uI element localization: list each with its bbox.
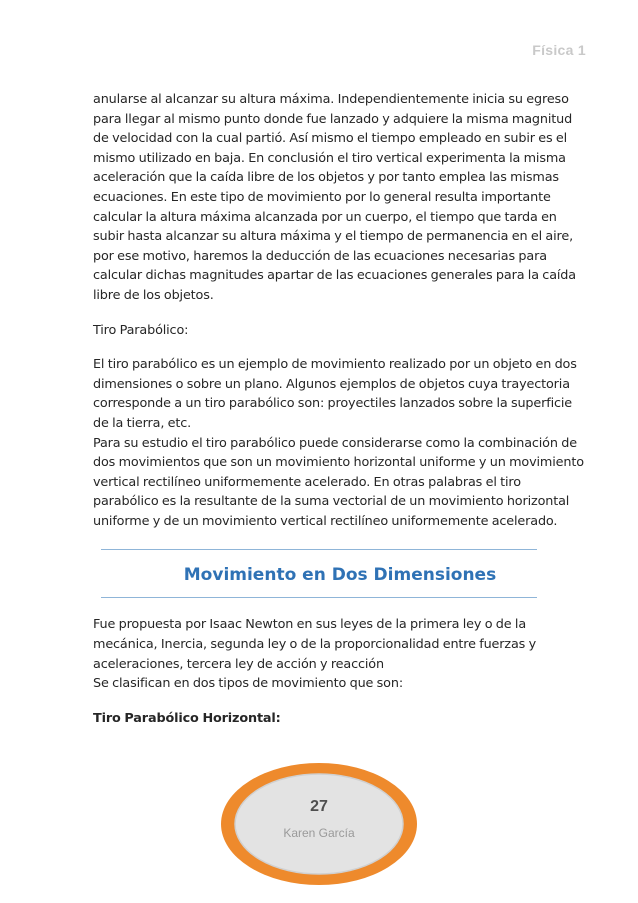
paragraph-newton: Fue propuesta por Isaac Newton en sus leyes de la primera ley o de la mecánica, Inercia, segunda ley o de la proporcionalidad entre fuerzas y aceleraciones, tercera ley de acción y reacción (93, 617, 537, 672)
paragraph-tiro-parabolico-def: El tiro parabólico es un ejemplo de movimiento realizado por un objeto en dos dimensiones o sobre un plano. Algunos ejemplos de objetos cuya trayectoria corresponde a un tiro parabólico son: proyectiles lanzados sobre la superficie de la tierra, etc. (93, 357, 577, 431)
footer-ellipse-graphic (218, 760, 420, 888)
header-subject: Física 1 (532, 42, 586, 58)
page-content (93, 90, 587, 728)
divider-top (101, 549, 537, 550)
page-footer-badge (218, 760, 420, 888)
subheading-tiro-horizontal: Tiro Parabólico Horizontal: (93, 710, 281, 726)
spacer (93, 694, 587, 709)
paragraph-classification: Se clasifican en dos tipos de movimiento que son: (93, 676, 403, 692)
section-title: Movimiento en Dos Dimensiones (183, 565, 497, 586)
spacer (93, 340, 587, 355)
paragraph-intro: anularse al alcanzar su altura máxima. Independientemente inicia su egreso para llegar al mismo punto donde fue lanzado y adquiere la misma magnitud de velocidad con la cual partió. Así mismo el tiempo empleado en subir es el mismo utilizado en baja. En conclusión el tiro vertical experimenta la misma aceleración que la caída libre de los objetos y por tanto emplea las mismas ecuaciones. En este tipo de movimiento por lo general resulta importante calcular la altura máxima alcanzada por un cuerpo, el tiempo que tarda en subir hasta alcanzar su altura máxima y el tiempo de permanencia en el aire, por ese motivo, haremos la deducción de las ecuaciones necesarias para calcular dichas magnitudes apartar de las ecuaciones generales para la caída libre de los objetos. (93, 92, 576, 303)
section-heading-block (93, 545, 587, 615)
author-name: Karen García (283, 826, 355, 840)
subheading-tiro-parabolico: Tiro Parabólico: (93, 322, 189, 338)
spacer (93, 306, 587, 321)
page-number: 27 (310, 798, 328, 815)
paragraph-tiro-parabolico-study: Para su estudio el tiro parabólico puede considerarse como la combinación de dos movimientos que son un movimiento horizontal uniforme y un movimiento vertical rectilíneo uniformemente acelerado. En otras palabras el tiro parabólico es la resultante de la suma vectorial de un movimiento horizontal uniforme y de un movimiento vertical rectilíneo uniformemente acelerado. (93, 435, 584, 529)
divider-bottom (101, 597, 537, 598)
